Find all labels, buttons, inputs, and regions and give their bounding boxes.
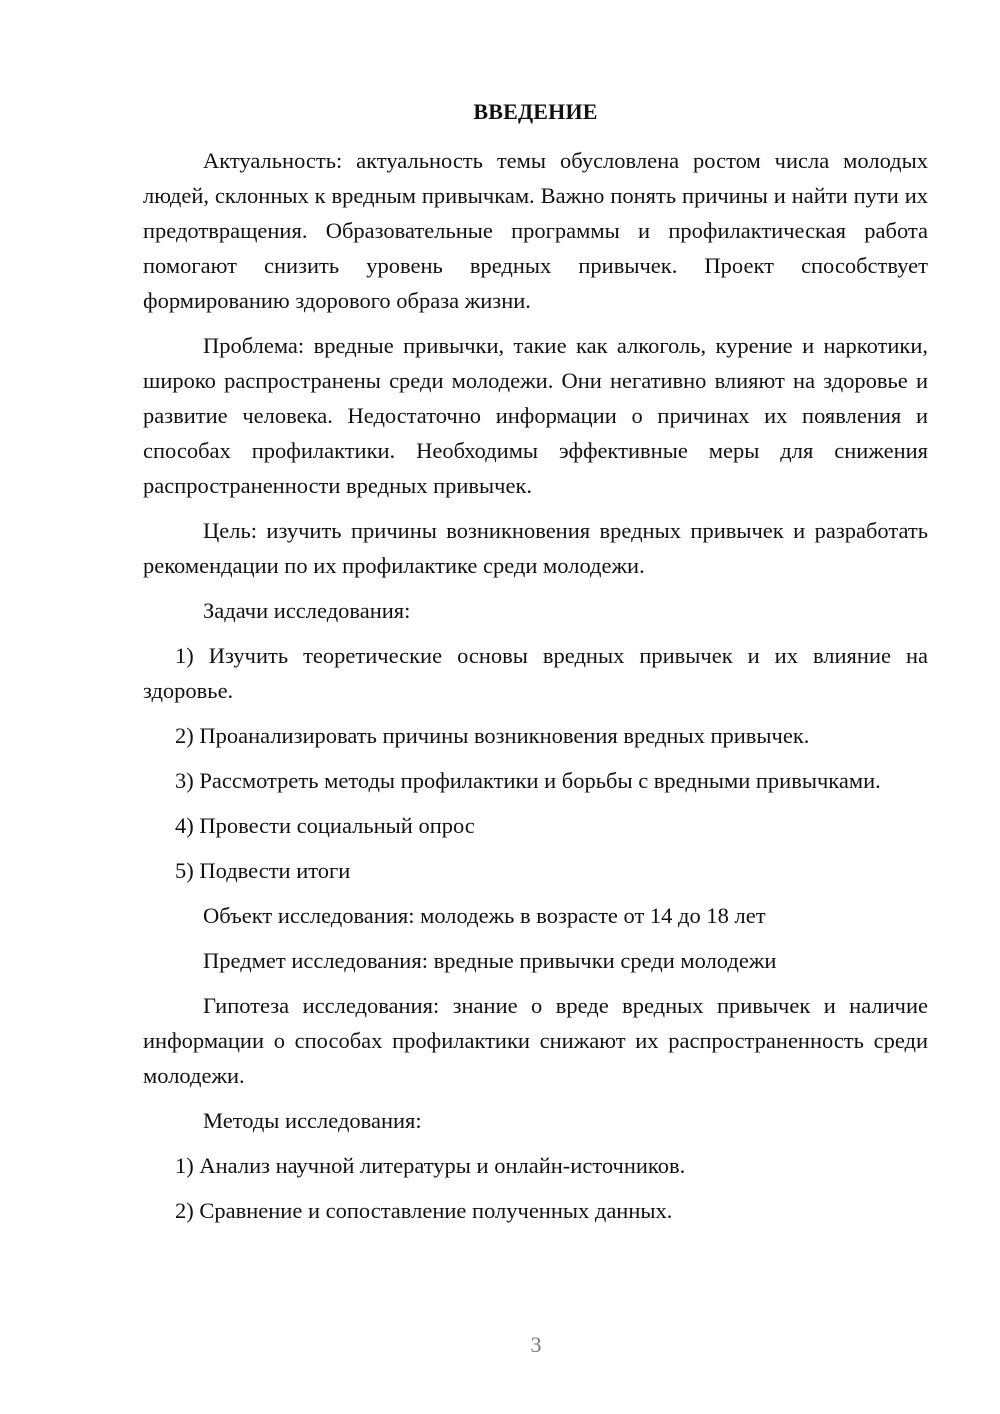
tasks-heading: Задачи исследования:: [203, 598, 411, 623]
page-content: [143, 94, 928, 1238]
task-item-2: 2) Проанализировать причины возникновения вредных привычек.: [175, 723, 810, 748]
paragraph-object: Объект исследования: молодежь в возрасте от 14 до 18 лет: [203, 903, 766, 928]
methods-heading: Методы исследования:: [203, 1108, 422, 1133]
task-item-4: 4) Провести социальный опрос: [175, 813, 475, 838]
method-item-1: 1) Анализ научной литературы и онлайн-источников.: [175, 1153, 686, 1178]
task-item-3: 3) Рассмотреть методы профилактики и борьбы с вредными привычками.: [175, 768, 881, 793]
page-number: 3: [530, 1332, 542, 1357]
paragraph-relevance: Актуальность: актуальность темы обусловлена ростом числа молодых людей, склонных к вредным привычкам. Важно понять причины и найти пути их предотвращения. Образовательные программы и профилактическая работа помогают снизить уровень вредных привычек. Проект способствует формированию здорового образа жизни.: [143, 148, 928, 313]
method-item-2: 2) Сравнение и сопоставление полученных данных.: [175, 1198, 673, 1223]
page-title: ВВЕДЕНИЕ: [473, 99, 598, 124]
paragraph-goal: Цель: изучить причины возникновения вредных привычек и разработать рекомендации по их профилактике среди молодежи.: [143, 518, 928, 578]
task-item-5: 5) Подвести итоги: [175, 858, 351, 883]
task-item-1: 1) Изучить теоретические основы вредных привычек и их влияние на здоровье.: [143, 643, 928, 703]
paragraph-problem: Проблема: вредные привычки, такие как алкоголь, курение и наркотики, широко распространены среди молодежи. Они негативно влияют на здоровье и развитие человека. Недостаточно информации о причинах их появления и способах профилактики. Необходимы эффективные меры для снижения распространенности вредных привычек.: [143, 333, 928, 498]
paragraph-subject: Предмет исследования: вредные привычки среди молодежи: [203, 948, 777, 973]
paragraph-hypothesis: Гипотеза исследования: знание о вреде вредных привычек и наличие информации о способах профилактики снижают их распространенность среди молодежи.: [143, 993, 928, 1088]
